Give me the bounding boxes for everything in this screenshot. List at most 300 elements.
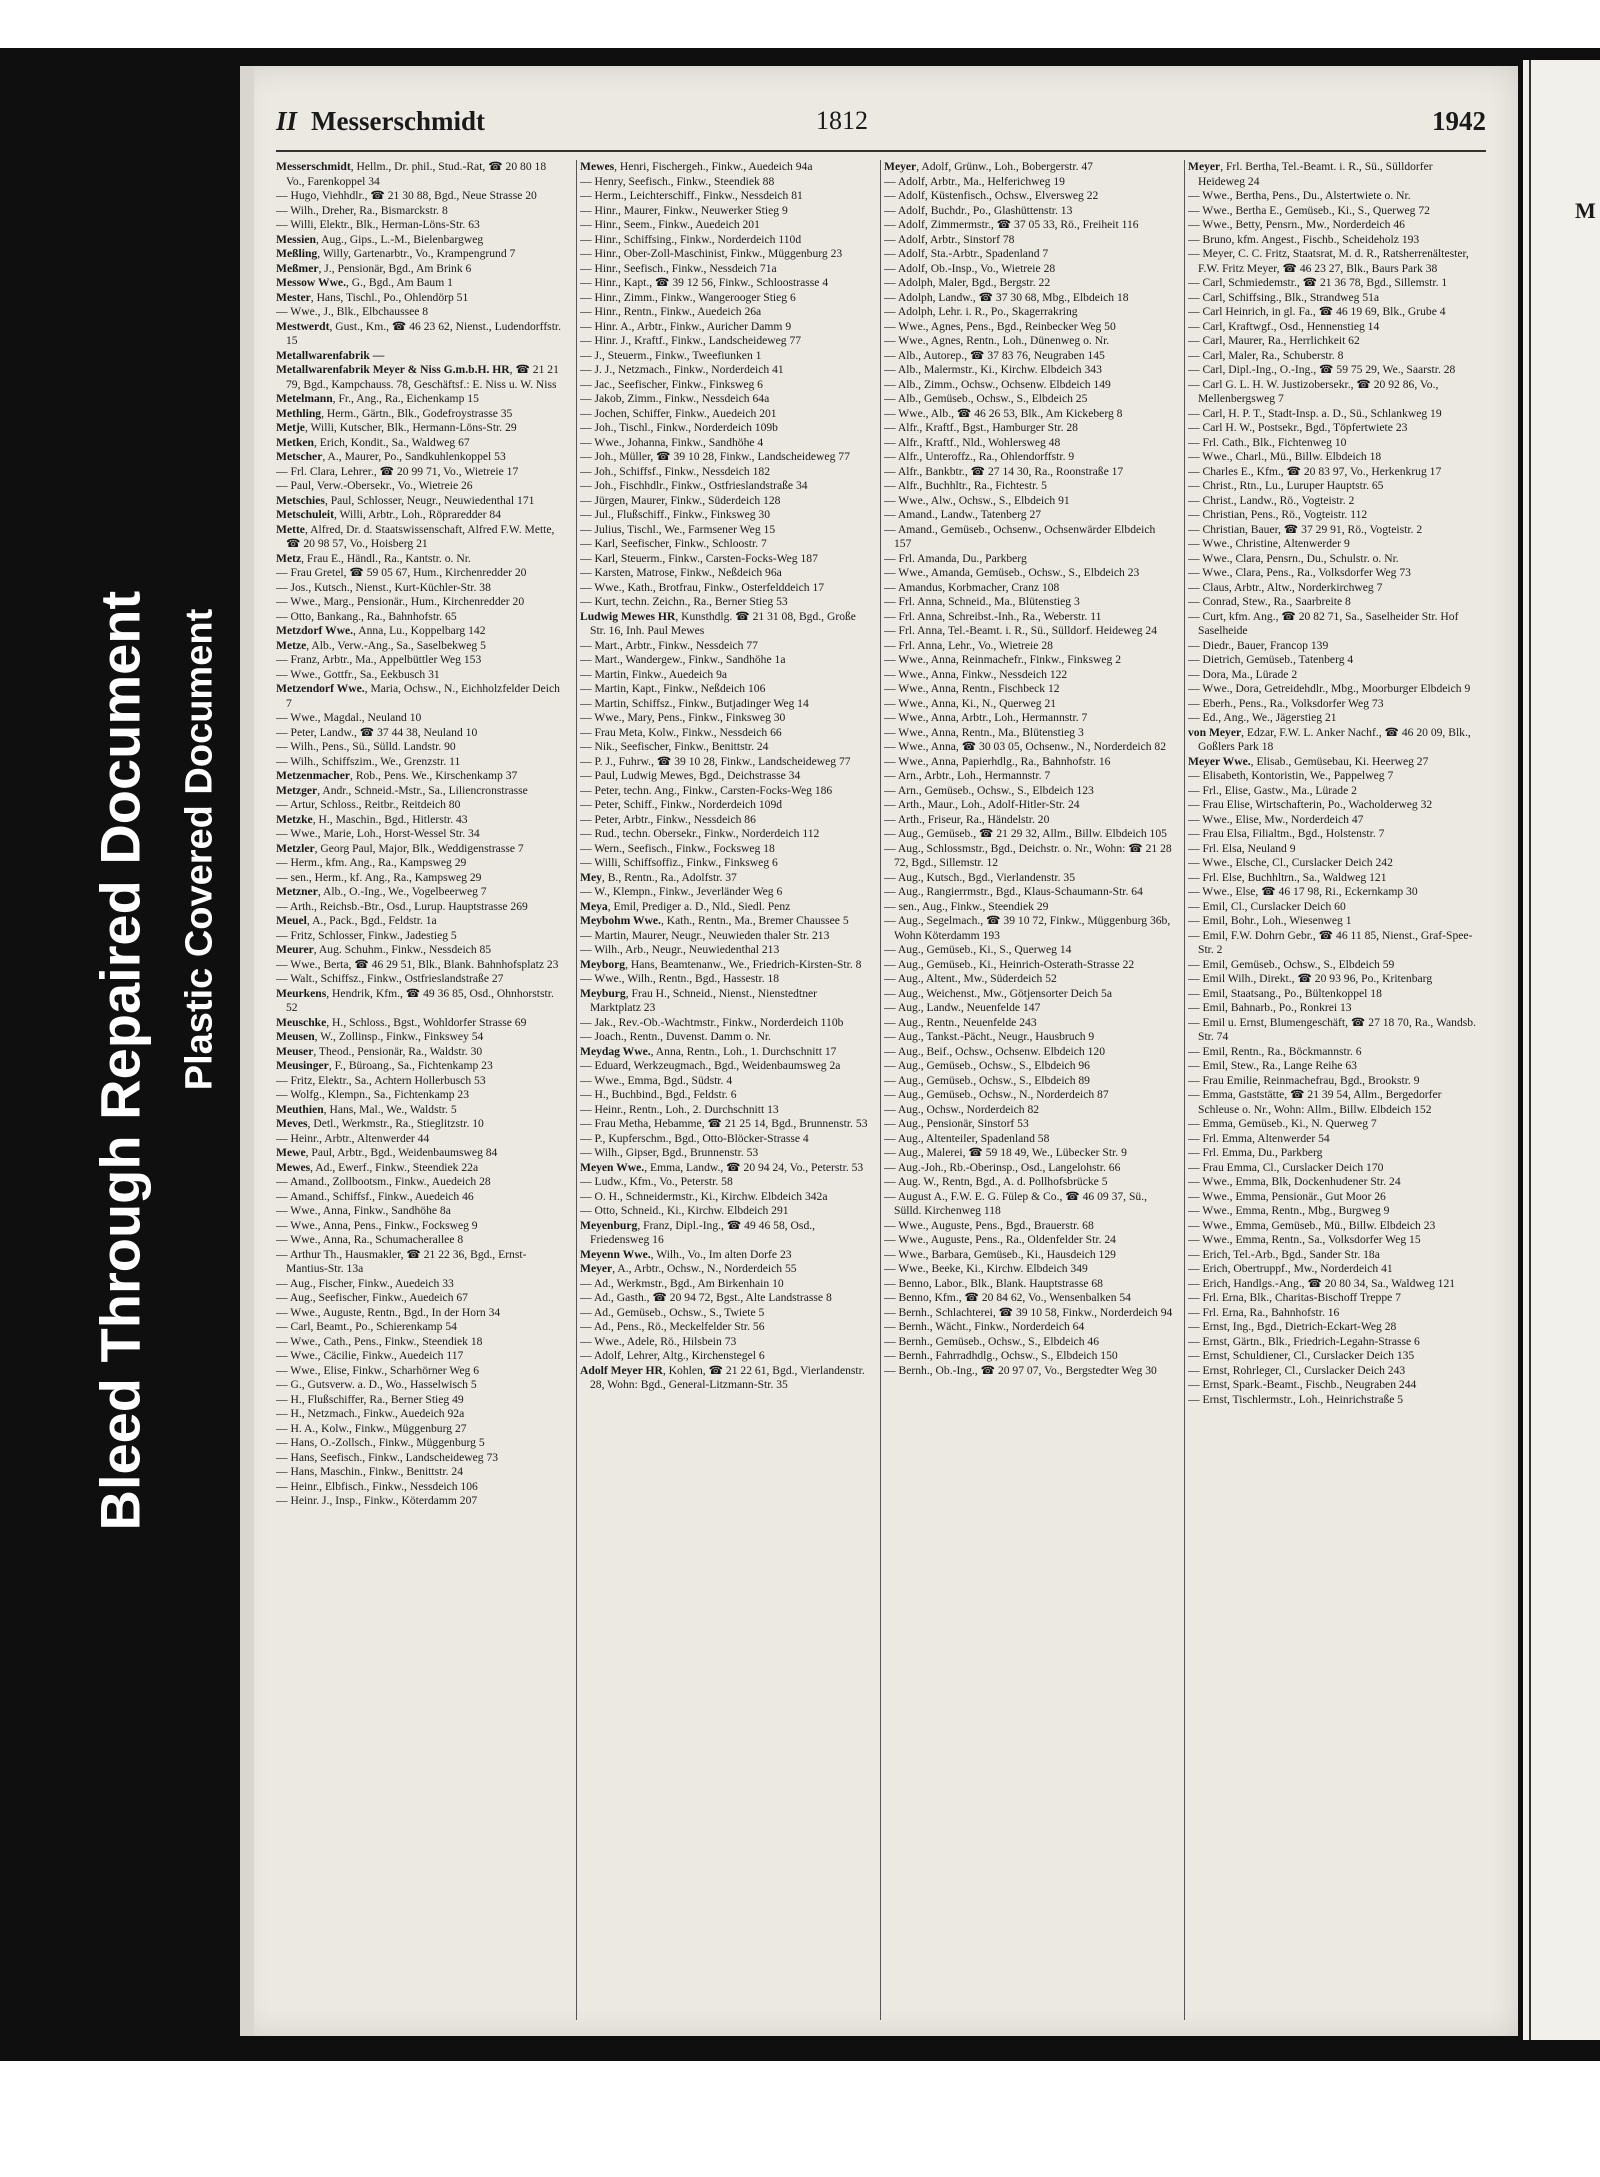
directory-entry: — Hinr., Schiffsing., Finkw., Norderdeich 110d: [580, 232, 802, 246]
directory-entry: Mette, Alfred, Dr. d. Staatswissenschaft, Alfred F.W. Mette, ☎ 20 98 57, Vo., Hoisberg 21: [276, 522, 555, 550]
entry-surname: Meuel: [276, 914, 307, 927]
entry-surname: Meyen Wwe.: [580, 1160, 645, 1174]
directory-entry: — Ernst, Rohrleger, Cl., Curslacker Deich 243: [1188, 1363, 1406, 1377]
directory-entry: — Hinr., Ober-Zoll-Maschinist, Finkw., Müggenburg 23: [580, 247, 843, 260]
directory-entry: Meurer, Aug. Schuhm., Finkw., Nessdeich 85: [276, 943, 492, 956]
directory-entry: — Adolf, Küstenfisch., Ochsw., Elversweg 22: [884, 189, 1099, 202]
edition-year: 1942: [1432, 106, 1486, 136]
directory-entry: — Aug., Ochsw., Norderdeich 82: [884, 1102, 1040, 1116]
directory-entry: Metzner, Alb., O.-Ing., We., Vogelbeerweg 7: [276, 885, 487, 898]
directory-entry: — Wwe., Dora, Getreidehdlr., Mbg., Moorburger Elbdeich 9: [1188, 682, 1471, 695]
directory-entry: — Wwe., Anna, Rentn., Fischbeck 12: [884, 682, 1060, 695]
directory-entry: — Bernh., Ob.-Ing., ☎ 20 97 07, Vo., Bergstedter Weg 30: [884, 1363, 1157, 1377]
directory-entry: — Hinr., Seem., Finkw., Auedeich 201: [580, 218, 760, 231]
directory-entry: — Claus, Arbtr., Altw., Norderkirchweg 7: [1188, 580, 1383, 594]
directory-entry: — Aug., Gemüseb., Ochsw., N., Norderdeich 87: [884, 1088, 1109, 1101]
directory-entry: Messerschmidt, Hellm., Dr. phil., Stud.-Rat, ☎ 20 80 18 Vo., Farenkoppel 34: [276, 160, 547, 188]
directory-entry: — Frl. Erna, Blk., Charitas-Bischoff Treppe 7: [1188, 1291, 1401, 1304]
directory-entry: — Alfr., Buchhltr., Ra., Fichtestr. 5: [884, 479, 1047, 492]
page-edge: [240, 66, 254, 2036]
directory-entry: — Frl. Erna, Ra., Bahnhofstr. 16: [1188, 1305, 1340, 1319]
directory-entry: — Wwe., Cath., Pens., Finkw., Steendiek 18: [276, 1334, 483, 1348]
directory-entry: — Joh., Tischl., Finkw., Norderdeich 109b: [580, 421, 778, 434]
directory-entry: — H., Netzmach., Finkw., Auedeich 92a: [276, 1407, 465, 1420]
directory-entry: — Christ., Landw., Rö., Vogteistr. 2: [1188, 493, 1355, 507]
column-3: [884, 160, 1174, 2020]
entry-surname: Messow Wwe.: [276, 276, 346, 289]
entry-surname: Meyburg: [580, 986, 626, 1000]
directory-entry: — Hinr. A., Arbtr., Finkw., Auricher Damm 9: [580, 319, 792, 333]
directory-entry: — Frau Meta, Kolw., Finkw., Nessdeich 66: [580, 725, 782, 739]
directory-entry: — Wwe., Berta, ☎ 46 29 51, Blk., Blank. Bahnhofsplatz 23: [276, 957, 559, 971]
entry-surname: Metze: [276, 638, 307, 652]
directory-entry: — Aug., Kutsch., Bgd., Vierlandenstr. 35: [884, 870, 1076, 884]
directory-entry: — Wolfg., Klempn., Sa., Fichtenkamp 23: [276, 1088, 470, 1101]
directory-entry: — Willi, Schiffsoffiz., Finkw., Finksweg 6: [580, 856, 778, 869]
entry-surname: Meurkens: [276, 986, 327, 1000]
directory-entry: — Alfr., Unteroffz., Ra., Ohlendorffstr. 9: [884, 450, 1075, 463]
plastic-covered-label: Plastic Covered Document: [178, 608, 221, 1091]
directory-entry: Metelmann, Fr., Ang., Ra., Eichenkamp 15: [276, 392, 479, 405]
directory-entry: — J. J., Netzmach., Finkw., Norderdeich 41: [580, 363, 784, 376]
directory-entry: — Wwe., Anna, Ki., N., Querweg 21: [884, 696, 1057, 710]
entry-surname: Ludwig Mewes HR: [580, 609, 676, 623]
directory-entry: — Wwe., Anna, Finkw., Nessdeich 122: [884, 667, 1068, 681]
directory-entry: — August A., F.W. E. G. Fülep & Co., ☎ 46 09 37, Sü., Sülld. Kirchenweg 118: [884, 1189, 1148, 1217]
directory-entry: — Carl, Dipl.-Ing., O.-Ing., ☎ 59 75 29, We., Saarstr. 28: [1188, 363, 1456, 376]
directory-entry: — Ernst, Spark.-Beamt., Fischb., Neugraben 244: [1188, 1378, 1417, 1391]
column-4: [1188, 160, 1478, 2020]
directory-entry: — Artur, Schloss., Reitbr., Reitdeich 80: [276, 798, 461, 811]
directory-entry: — Wwe., Auguste, Pens., Bgd., Brauerstr. 68: [884, 1218, 1094, 1232]
entry-surname: Mewes: [580, 160, 615, 173]
directory-entry: — Alb., Zimm., Ochsw., Ochsenw. Elbdeich 149: [884, 377, 1111, 391]
directory-entry: — Aug., Rentn., Neuenfelde 243: [884, 1015, 1037, 1029]
directory-entry: — Emil, Stew., Ra., Lange Reihe 63: [1188, 1059, 1357, 1072]
entry-surname: Meya: [580, 899, 608, 913]
directory-entry: Meurkens, Hendrik, Kfm., ☎ 49 36 85, Osd., Ohnhorststr. 52: [276, 986, 554, 1014]
directory-entry: — Adolf, Sta.-Arbtr., Spadenland 7: [884, 247, 1049, 260]
page-header: [276, 106, 1486, 146]
entry-surname: Metzger: [276, 783, 318, 797]
directory-entry: — Wwe., Elise, Mw., Norderdeich 47: [1188, 812, 1364, 826]
entry-surname: Methling: [276, 406, 322, 420]
directory-entry: — Frl. Anna, Tel.-Beamt. i. R., Sü., Sülldorf. Heideweg 24: [884, 624, 1158, 637]
directory-entry: — Wwe., Else, ☎ 46 17 98, Ri., Eckernkamp 30: [1188, 885, 1418, 898]
directory-entry: — Bernh., Wächt., Finkw., Norderdeich 64: [884, 1320, 1085, 1333]
directory-entry: — Aug. W., Rentn, Bgd., A. d. Pollhofsbrücke 5: [884, 1175, 1108, 1188]
directory-entry: — Frau Metha, Hebamme, ☎ 21 25 14, Bgd., Brunnenstr. 53: [580, 1117, 868, 1130]
directory-entry: — Wwe., Emma, Bgd., Südstr. 4: [580, 1073, 733, 1087]
directory-entry: — Wwe., Emma, Rentn., Mbg., Burgweg 9: [1188, 1204, 1390, 1217]
directory-entry: — sen., Herm., kf. Ang., Ra., Kampsweg 29: [276, 870, 482, 884]
directory-entry: Meßmer, J., Pensionär, Bgd., Am Brink 6: [276, 261, 472, 275]
directory-entry: — Ernst, Ing., Bgd., Dietrich-Eckart-Weg 28: [1188, 1320, 1397, 1333]
directory-entry: — Wwe., Emma, Pensionär., Gut Moor 26: [1188, 1189, 1386, 1203]
directory-entry: — Adolph, Landw., ☎ 37 30 68, Mbg., Elbdeich 18: [884, 290, 1129, 304]
directory-entry: — H., Buchbind., Bgd., Feldstr. 6: [580, 1088, 737, 1101]
directory-entry: — Erich, Tel.-Arb., Bgd., Sander Str. 18a: [1188, 1247, 1380, 1261]
directory-entry: — Arn., Gemüseb., Ochsw., S., Elbdeich 123: [884, 783, 1094, 797]
directory-entry: — Wwe., Alb., ☎ 46 26 53, Blk., Am Kickeberg 8: [884, 406, 1123, 420]
directory-entry: — Carl, Schiffsing., Blk., Strandweg 51a: [1188, 290, 1380, 304]
directory-entry: — Wilh., Schiffszim., We., Grenzstr. 11: [276, 754, 461, 768]
directory-entry: Metken, Erich, Kondit., Sa., Waldweg 67: [276, 435, 470, 449]
adjacent-page-edge: [1523, 60, 1600, 2040]
directory-entry: — Frl. Amanda, Du., Parkberg: [884, 551, 1027, 565]
directory-entry: — Bruno, kfm. Angest., Fischb., Scheideholz 193: [1188, 232, 1420, 246]
directory-entry: — Aug., Weichenst., Mw., Götjensorter Deich 5a: [884, 986, 1112, 1000]
document-page: [240, 66, 1518, 2036]
directory-entry: — Aug., Segelmach., ☎ 39 10 72, Finkw., Müggenburg 36b, Wohn Köterdamm 193: [884, 914, 1171, 942]
directory-entry: — Karsten, Matrose, Finkw., Neßdeich 96a: [580, 566, 782, 579]
directory-entry: — Wwe., Anna, Arbtr., Loh., Hermannstr. 7: [884, 711, 1088, 724]
directory-entry: — Wwe., Elise, Finkw., Scharhörner Weg 6: [276, 1363, 479, 1377]
entry-surname: Messerschmidt: [276, 160, 351, 173]
directory-entry: — Eberh., Pens., Ra., Volksdorfer Weg 73: [1188, 696, 1384, 710]
directory-entry: Metschies, Paul, Schlosser, Neugr., Neuwiedenthal 171: [276, 493, 535, 507]
directory-entry: Mester, Hans, Tischl., Po., Ohlendörp 51: [276, 290, 469, 304]
directory-entry: — Wwe., Cäcilie, Finkw., Auedeich 117: [276, 1349, 464, 1362]
directory-entry: Meusinger, F., Büroang., Sa., Fichtenkamp 23: [276, 1059, 493, 1072]
directory-entry: Metje, Willi, Kutscher, Blk., Hermann-Löns-Str. 29: [276, 421, 517, 434]
directory-entry: — Emma, Gemüseb., Ki., N. Querweg 7: [1188, 1117, 1377, 1130]
directory-entry: — Ed., Ang., We., Jägerstieg 21: [1188, 711, 1337, 724]
entry-surname: Mewes: [276, 1160, 311, 1174]
directory-entry: — Wwe., Bertha, Pens., Du., Alstertwiete o. Nr.: [1188, 189, 1411, 202]
entry-surname: Meyenburg: [580, 1218, 638, 1232]
directory-entry: — Frl. Anna, Schreibst.-Inh., Ra., Weberstr. 11: [884, 609, 1102, 623]
directory-entry: — sen., Aug., Finkw., Steendiek 29: [884, 899, 1049, 913]
directory-entry: Metzger, Andr., Schneid.-Mstr., Sa., Liliencronstrasse: [276, 783, 528, 797]
directory-entry: — Wwe., Betty, Pensrn., Mw., Norderdeich 46: [1188, 218, 1405, 231]
directory-entry: — Alb., Autorep., ☎ 37 83 76, Neugraben 145: [884, 348, 1105, 362]
directory-entry: — Fritz, Schlosser, Finkw., Jadestieg 5: [276, 928, 457, 942]
directory-entry: — P. J., Fuhrw., ☎ 39 10 28, Finkw., Landscheideweg 77: [580, 754, 851, 768]
directory-entry: von Meyer, Edzar, F.W. L. Anker Nachf., ☎ 46 20 09, Blk., Goßlers Park 18: [1188, 725, 1471, 753]
directory-entry: — Frl., Elise, Gastw., Ma., Lürade 2: [1188, 783, 1357, 797]
directory-entry: — Adolph, Lehr. i. R., Po., Skagerrakring: [884, 305, 1078, 318]
directory-entry: — Frl. Emma, Altenwerder 54: [1188, 1131, 1330, 1145]
directory-entry: Meyborg, Hans, Beamtenanw., We., Friedrich-Kirsten-Str. 8: [580, 957, 862, 971]
directory-entry: — Charles E., Kfm., ☎ 20 83 97, Vo., Herkenkrug 17: [1188, 464, 1442, 478]
entry-surname: Mey: [580, 870, 602, 884]
entry-surname: Metallwarenfabrik —: [276, 348, 385, 362]
adjacent-page-rule: [1529, 60, 1531, 2040]
directory-entry: Meßling, Willy, Gartenarbtr., Vo., Krampengrund 7: [276, 247, 516, 260]
directory-entry: — Frau Gretel, ☎ 59 05 67, Hum., Kirchenredder 20: [276, 566, 527, 579]
directory-entry: — Hinr., Seefisch., Finkw., Nessdeich 71a: [580, 261, 777, 275]
directory-entry: — Wwe., Elsche, Cl., Curslacker Deich 242: [1188, 856, 1393, 869]
entry-surname: Metallwarenfabrik Meyer & Niss G.m.b.H. HR: [276, 363, 510, 376]
directory-entry: — Joh., Fischhdlr., Finkw., Ostfrieslandstraße 34: [580, 479, 808, 492]
directory-entry: — Wwe., Amanda, Gemüseb., Ochsw., S., Elbdeich 23: [884, 566, 1140, 579]
directory-entry: Ludwig Mewes HR, Kunsthdlg. ☎ 21 31 08, Bgd., Große Str. 16, Inh. Paul Mewes: [580, 609, 856, 637]
directory-entry: — Aug., Fischer, Finkw., Auedeich 33: [276, 1276, 454, 1290]
directory-entry: — Carl, Kraftwgf., Osd., Hennenstieg 14: [1188, 319, 1380, 333]
directory-entry: — Arn., Arbtr., Loh., Hermannstr. 7: [884, 769, 1051, 782]
directory-entry: — Carl, Maurer, Ra., Herrlichkeit 62: [1188, 334, 1360, 347]
directory-entry: — Ludw., Kfm., Vo., Peterstr. 58: [580, 1175, 733, 1188]
directory-entry: — Kurt, techn. Zeichn., Ra., Berner Stieg 53: [580, 595, 788, 608]
directory-entry: — Rud., techn. Obersekr., Finkw., Norderdeich 112: [580, 827, 820, 840]
directory-entry: — Carl, Schmiedemstr., ☎ 21 36 78, Bgd., Sillemstr. 1: [1188, 276, 1448, 289]
entry-surname: Meyborg: [580, 957, 626, 971]
directory-entry: — Frl. Anna, Lehr., Vo., Wietreie 28: [884, 638, 1053, 652]
directory-entry: Meyenburg, Franz, Dipl.-Ing., ☎ 49 46 58, Osd., Friedensweg 16: [580, 1218, 816, 1246]
directory-entry: Mewes, Ad., Ewerf., Finkw., Steendiek 22a: [276, 1160, 479, 1174]
directory-entry: — Frau Emma, Cl., Curslacker Deich 170: [1188, 1160, 1384, 1174]
directory-entry: Metallwarenfabrik Meyer & Niss G.m.b.H. HR, ☎ 21 21 79, Bgd., Kampchauss. 78, Geschäftsf.: E. Niss u. W. Niss: [276, 363, 559, 391]
directory-entry: — Frl. Elsa, Neuland 9: [1188, 841, 1296, 855]
directory-entry: Meybohm Wwe., Kath., Rentn., Ma., Bremer Chaussee 5: [580, 914, 849, 927]
directory-entry: — Hinr., Kapt., ☎ 39 12 56, Finkw., Schloostrasse 4: [580, 276, 829, 289]
directory-entry: — Ad., Gemüseb., Ochsw., S., Twiete 5: [580, 1305, 765, 1319]
entry-surname: Meyer Wwe.: [1188, 754, 1251, 768]
entry-surname: Mester: [276, 290, 311, 304]
directory-entry: Methling, Herm., Gärtn., Blk., Godefroystrasse 35: [276, 406, 513, 420]
entry-surname: Meßling: [276, 247, 318, 260]
directory-entry: — Wwe., Marie, Loh., Horst-Wessel Str. 34: [276, 827, 480, 840]
directory-entry: — Aug., Gemüseb., Ochsw., S., Elbdeich 89: [884, 1073, 1090, 1087]
directory-entry: — Peter, Landw., ☎ 37 44 38, Neuland 10: [276, 725, 478, 739]
directory-entry: Meya, Emil, Prediger a. D., Nld., Siedl. Penz: [580, 899, 791, 913]
directory-entry: — Wwe., Wilh., Rentn., Bgd., Hassestr. 18: [580, 972, 780, 985]
directory-entry: — Adolf, Ob.-Insp., Vo., Wietreie 28: [884, 261, 1056, 275]
directory-entry: — Arth., Maur., Loh., Adolf-Hitler-Str. 24: [884, 798, 1080, 811]
directory-entry: — Wwe., Johanna, Finkw., Sandhöhe 4: [580, 435, 764, 449]
directory-entry: — Adolf, Lehrer, Altg., Kirchenstegel 6: [580, 1349, 765, 1362]
entry-surname: Metz: [276, 551, 302, 565]
directory-entry: — Christ., Rtn., Lu., Luruper Hauptstr. 65: [1188, 479, 1384, 492]
directory-entry: — Wwe., Bertha E., Gemüseb., Ki., S., Querweg 72: [1188, 203, 1430, 217]
directory-entry: — Paul, Verw.-Obersekr., Vo., Wietreie 26: [276, 479, 473, 492]
directory-entry: Metzler, Georg Paul, Major, Blk., Weddigenstrasse 7: [276, 841, 524, 855]
directory-entry: — Amand., Zollbootsm., Finkw., Auedeich 28: [276, 1175, 491, 1188]
directory-entry: Messien, Aug., Gips., L.-M., Bielenbargweg: [276, 232, 484, 246]
directory-entry: — Curt, kfm. Ang., ☎ 20 82 71, Sa., Saselheider Str. Hof Saselheide: [1188, 609, 1459, 637]
directory-entry: — Wwe., Barbara, Gemüseb., Ki., Hausdeich 129: [884, 1247, 1116, 1261]
directory-entry: — Wwe., Beeke, Ki., Kirchw. Elbdeich 349: [884, 1262, 1088, 1275]
directory-entry: — Adolph, Maler, Bgd., Bergstr. 22: [884, 276, 1051, 289]
page-number: 1812: [816, 106, 868, 135]
directory-entry: — Aug., Gemüseb., Ochsw., S., Elbdeich 96: [884, 1059, 1090, 1072]
directory-entry: — Wwe., Christine, Altenwerder 9: [1188, 537, 1350, 550]
directory-entry: — Hans, Seefisch., Finkw., Landscheideweg 73: [276, 1450, 499, 1464]
directory-entry: — Arth., Friseur, Ra., Händelstr. 20: [884, 812, 1050, 826]
directory-entry: — Heinr., Arbtr., Altenwerder 44: [276, 1131, 430, 1145]
directory-entry: — Ad., Pens., Rö., Meckelfelder Str. 56: [580, 1320, 765, 1333]
entry-surname: Meusen: [276, 1030, 315, 1043]
directory-entry: — Carl Heinrich, in gl. Fa., ☎ 46 19 69, Blk., Grube 4: [1188, 305, 1446, 318]
directory-entry: — Amand., Schiffsf., Finkw., Auedeich 46: [276, 1189, 474, 1203]
directory-entry: — Joh., Müller, ☎ 39 10 28, Finkw., Landscheideweg 77: [580, 450, 850, 463]
directory-entry: — Emil, Bahnarb., Po., Ronkrei 13: [1188, 1001, 1352, 1014]
directory-entry: — Wwe., Anna, Reinmachefr., Finkw., Finksweg 2: [884, 653, 1121, 666]
entry-surname: Messien: [276, 232, 316, 246]
directory-entry: — Wwe., Emma, Gemüseb., Mü., Billw. Elbdeich 23: [1188, 1218, 1436, 1232]
entry-surname: Metzenmacher: [276, 769, 351, 782]
directory-entry: — Hans, Maschin., Finkw., Benittstr. 24: [276, 1465, 463, 1478]
directory-entry: — Carl G. L. H. W. Justizobersekr., ☎ 20 92 86, Vo., Mellenbergsweg 7: [1188, 377, 1439, 405]
directory-entry: — Diedr., Bauer, Francop 139: [1188, 638, 1329, 652]
directory-entry: — Wwe., Clara, Pensrn., Du., Schulstr. o. Nr.: [1188, 551, 1399, 565]
directory-entry: Meyenn Wwe., Wilh., Vo., Im alten Dorfe 23: [580, 1247, 792, 1261]
directory-entry: — Wwe., Anna, ☎ 30 03 05, Ochsenw., N., Norderdeich 82: [884, 740, 1167, 753]
directory-entry: — Walt., Schiffsz., Finkw., Ostfrieslandstraße 27: [276, 972, 504, 985]
entry-surname: Adolf Meyer HR: [580, 1363, 663, 1377]
directory-entry: Metzenmacher, Rob., Pens. We., Kirschenkamp 37: [276, 769, 518, 782]
directory-entry: — Ad., Gasth., ☎ 20 94 72, Bgst., Alte Landstrasse 8: [580, 1291, 832, 1304]
directory-entry: — Bernh., Fahrradhdlg., Ochsw., S., Elbdeich 150: [884, 1349, 1118, 1362]
directory-entry: — Frl. Emma, Du., Parkberg: [1188, 1146, 1323, 1159]
directory-entry: — Frau Elsa, Filialtm., Bgd., Holstenstr. 7: [1188, 827, 1385, 840]
directory-entry: — W., Klempn., Finkw., Jeverländer Weg 6: [580, 885, 783, 898]
directory-entry: — Mart., Arbtr., Finkw., Nessdeich 77: [580, 638, 758, 652]
directory-entry: Meuthien, Hans, Mal., We., Waldstr. 5: [276, 1102, 457, 1116]
directory-entry: — Carl, Beamt., Po., Schierenkamp 54: [276, 1320, 457, 1333]
directory-entry: — Martin, Schiffsz., Finkw., Butjadinger Weg 14: [580, 696, 809, 710]
directory-entry: — Heinr., Elbfisch., Finkw., Nessdeich 106: [276, 1479, 478, 1493]
directory-entry: — Wwe., Alw., Ochsw., S., Elbdeich 91: [884, 493, 1070, 507]
directory-entry: — Paul, Ludwig Mewes, Bgd., Deichstrasse 34: [580, 769, 801, 782]
directory-entry: — Erich, Handlgs.-Ang., ☎ 20 80 34, Sa., Waldweg 121: [1188, 1276, 1456, 1290]
directory-entry: Metze, Alb., Verw.-Ang., Sa., Saselbekweg 5: [276, 638, 486, 652]
directory-entry: — Aug., Altenteiler, Spadenland 58: [884, 1131, 1050, 1145]
entry-surname: Meusinger: [276, 1059, 329, 1072]
directory-entry: — Peter, Arbtr., Finkw., Nessdeich 86: [580, 812, 756, 826]
directory-entry: — Aug., Seefischer, Finkw., Auedeich 67: [276, 1291, 468, 1304]
directory-entry: — Conrad, Stew., Ra., Saarbreite 8: [1188, 595, 1351, 608]
directory-entry: — Aug., Gemüseb., ☎ 21 29 32, Allm., Billw. Elbdeich 105: [884, 827, 1167, 840]
directory-entry: Mewe, Paul, Arbtr., Bgd., Weidenbaumsweg 84: [276, 1146, 498, 1159]
header-rule: [276, 150, 1486, 152]
directory-entry: — Bernh., Gemüseb., Ochsw., S., Elbdeich 46: [884, 1334, 1099, 1348]
entry-surname: Meuschke: [276, 1015, 327, 1029]
directory-entry: — Aug., Beif., Ochsw., Ochsenw. Elbdeich 120: [884, 1044, 1105, 1058]
directory-entry: — Frl. Cath., Blk., Fichtenweg 10: [1188, 435, 1347, 449]
entry-surname: Metje: [276, 421, 305, 434]
entry-surname: Mestwerdt: [276, 319, 330, 333]
directory-entry: Meyen Wwe., Emma, Landw., ☎ 20 94 24, Vo., Peterstr. 53: [580, 1160, 864, 1174]
directory-entry: — Aug., Schlossmstr., Bgd., Deichstr. o. Nr., Wohn: ☎ 21 28 72, Bgd., Sillemstr. 12: [884, 841, 1172, 869]
directory-entry: Mestwerdt, Gust., Km., ☎ 46 23 62, Nienst., Ludendorffstr. 15: [276, 319, 562, 347]
directory-entry: Metzendorf Wwe., Maria, Ochsw., N., Eichholzfelder Deich 7: [276, 682, 560, 710]
directory-entry: — Frl. Else, Buchhltrn., Sa., Waldweg 121: [1188, 870, 1387, 884]
directory-entry: — Frau Elise, Wirtschafterin, Po., Wacholderweg 32: [1188, 798, 1433, 811]
directory-entry: — Joach., Rentn., Duvenst. Damm o. Nr.: [580, 1030, 771, 1043]
directory-entry: — Amand., Landw., Tatenberg 27: [884, 508, 1042, 521]
directory-entry: Metzdorf Wwe., Anna, Lu., Koppelbarg 142: [276, 624, 486, 637]
directory-entry: — Wwe., Gottfr., Sa., Eekbusch 31: [276, 667, 440, 681]
directory-entry: — Ernst, Schuldiener, Cl., Curslacker Deich 135: [1188, 1349, 1415, 1362]
directory-entry: Meyburg, Frau H., Schneid., Nienst., Nienstedtner Marktplatz 23: [580, 986, 817, 1014]
directory-entry: — Wwe., Adele, Rö., Hilsbein 73: [580, 1334, 737, 1348]
directory-entry: — Hinr., Zimm., Finkw., Wangerooger Stieg 6: [580, 290, 796, 304]
directory-entry: — Wwe., Anna, Rentn., Ma., Blütenstieg 3: [884, 725, 1084, 739]
directory-entry: — Hinr. J., Kraftf., Finkw., Landscheideweg 77: [580, 334, 802, 347]
directory-entry: — H., Flußschiffer, Ra., Berner Stieg 49: [276, 1392, 464, 1406]
directory-entry: — Otto, Schneid., Ki., Kirchw. Elbdeich 291: [580, 1204, 789, 1217]
directory-entry: — Alb., Gemüseb., Ochsw., S., Elbdeich 25: [884, 392, 1088, 405]
directory-entry: — Amand., Gemüseb., Ochsenw., Ochsenwärder Elbdeich 157: [884, 522, 1156, 550]
directory-entry: — Benno, Labor., Blk., Blank. Hauptstrasse 68: [884, 1276, 1103, 1290]
entry-surname: Meybohm Wwe.: [580, 914, 661, 927]
directory-entry: — Benno, Kfm., ☎ 20 84 62, Vo., Wensenbalken 54: [884, 1291, 1131, 1304]
directory-entry: — Hugo, Viehhdlr., ☎ 21 30 88, Bgd., Neue Strasse 20: [276, 189, 537, 202]
directory-entry: — Wwe., Agnes, Pens., Bgd., Reinbecker Weg 50: [884, 319, 1116, 333]
directory-entry: — Herm., Leichterschiff., Finkw., Nessdeich 81: [580, 189, 803, 202]
directory-entry: — Alb., Malermstr., Ki., Kirchw. Elbdeich 343: [884, 363, 1102, 376]
directory-entry: — Wwe., Anna, Ra., Schumacherallee 8: [276, 1233, 464, 1246]
directory-entry: — Wwe., J., Blk., Elbchaussee 8: [276, 305, 429, 318]
directory-entry: — G., Gutsverw. a. D., Wo., Hasselwisch 5: [276, 1378, 477, 1391]
directory-entry: Meuschke, H., Schloss., Bgst., Wohldorfer Strasse 69: [276, 1015, 527, 1029]
entry-surname: Metzdorf Wwe.: [276, 624, 354, 637]
directory-columns: [276, 160, 1486, 2020]
directory-entry: — Wilh., Arb., Neugr., Neuwiedenthal 213: [580, 943, 780, 956]
directory-entry: — Franz, Arbtr., Ma., Appelbüttler Weg 153: [276, 653, 482, 666]
directory-entry: — Otto, Bankang., Ra., Bahnhofstr. 65: [276, 609, 457, 623]
entry-surname: Meves: [276, 1117, 308, 1130]
directory-entry: — Christian, Pens., Rö., Vogteistr. 112: [1188, 508, 1368, 521]
directory-entry: Meyer Wwe., Elisab., Gemüsebau, Ki. Heerweg 27: [1188, 754, 1429, 768]
directory-entry: — Alfr., Kraftf., Bgst., Hamburger Str. 28: [884, 421, 1078, 434]
directory-entry: — Herm., kfm. Ang., Ra., Kampsweg 29: [276, 856, 467, 869]
running-head: [276, 106, 485, 137]
entry-surname: Meyer: [884, 160, 917, 173]
directory-entry: — P., Kupferschm., Bgd., Otto-Blöcker-Strasse 4: [580, 1131, 809, 1145]
directory-entry: Meyer, Frl. Bertha, Tel.-Beamt. i. R., Sü., Sülldorfer Heideweg 24: [1188, 160, 1433, 188]
directory-entry: — Ad., Werkmstr., Bgd., Am Birkenhain 10: [580, 1276, 784, 1290]
directory-entry: Metscher, A., Maurer, Po., Sandkuhlenkoppel 53: [276, 450, 506, 463]
directory-entry: — Wilh., Dreher, Ra., Bismarckstr. 8: [276, 203, 448, 217]
entry-surname: Meßmer: [276, 261, 319, 275]
directory-entry: — Hinr., Maurer, Finkw., Neuwerker Stieg 9: [580, 203, 788, 217]
directory-entry: — Julius, Tischl., We., Farmsener Weg 15: [580, 522, 776, 536]
directory-entry: — Emil, Staatsang., Po., Bültenkoppel 18: [1188, 986, 1382, 1000]
directory-entry: — Carl, Maler, Ra., Schuberstr. 8: [1188, 348, 1344, 362]
directory-entry: — Adolf, Buchdr., Po., Glashüttenstr. 13: [884, 203, 1073, 217]
directory-entry: — O. H., Schneidermstr., Ki., Kirchw. Elbdeich 342a: [580, 1189, 828, 1203]
directory-entry: — Wwe., Marg., Pensionär., Hum., Kirchenredder 20: [276, 595, 525, 608]
entry-surname: Metzendorf Wwe.: [276, 682, 365, 695]
entry-surname: Metken: [276, 435, 314, 449]
directory-entry: — Adolf, Arbtr., Ma., Helferichweg 19: [884, 174, 1065, 188]
entry-surname: Meydag Wwe.: [580, 1044, 651, 1058]
directory-entry: Meuser, Theod., Pensionär, Ra., Waldstr. 30: [276, 1044, 483, 1058]
directory-entry: — Arth., Reichsb.-Btr., Osd., Lurup. Hauptstrasse 269: [276, 899, 528, 913]
directory-entry: — Meyer, C. C. Fritz, Staatsrat, M. d. R., Ratsherrenältester, F.W. Fritz Meyer, ☎ 46 23 27, Blk., Baurs Park 38: [1188, 247, 1469, 275]
directory-entry: — Heinr. J., Insp., Finkw., Köterdamm 207: [276, 1494, 478, 1507]
directory-entry: — Emil, Cl., Curslacker Deich 60: [1188, 899, 1346, 913]
directory-entry: — J., Steuerm., Finkw., Tweefiunken 1: [580, 348, 762, 362]
entry-surname: Metelmann: [276, 392, 333, 405]
column-1: [276, 160, 566, 2020]
directory-entry: — Wwe., Emma, Rentn., Sa., Volksdorfer Weg 15: [1188, 1233, 1421, 1246]
directory-entry: — Wwe., Charl., Mü., Billw. Elbdeich 18: [1188, 450, 1382, 463]
directory-entry: — Aug.-Joh., Rb.-Oberinsp., Osd., Langelohstr. 66: [884, 1160, 1121, 1174]
directory-entry: — Emil, Bohr., Loh., Wiesenweg 1: [1188, 914, 1352, 927]
directory-entry: — Erich, Obertruppf., Mw., Norderdeich 41: [1188, 1262, 1393, 1275]
directory-entry: — Peter, Schiff., Finkw., Norderdeich 109d: [580, 798, 783, 811]
entry-surname: Meuser: [276, 1044, 314, 1058]
annotation-sidebar: [0, 48, 235, 2061]
directory-entry: — Carl, H. P. T., Stadt-Insp. a. D., Sü., Schlankweg 19: [1188, 406, 1442, 420]
directory-entry: — Ernst, Gärtn., Blk., Friedrich-Legahn-Strasse 6: [1188, 1334, 1420, 1348]
directory-entry: Meuel, A., Pack., Bgd., Feldstr. 1a: [276, 914, 437, 927]
directory-entry: — Adolf, Zimmermstr., ☎ 37 05 33, Rö., Freiheit 116: [884, 218, 1139, 231]
